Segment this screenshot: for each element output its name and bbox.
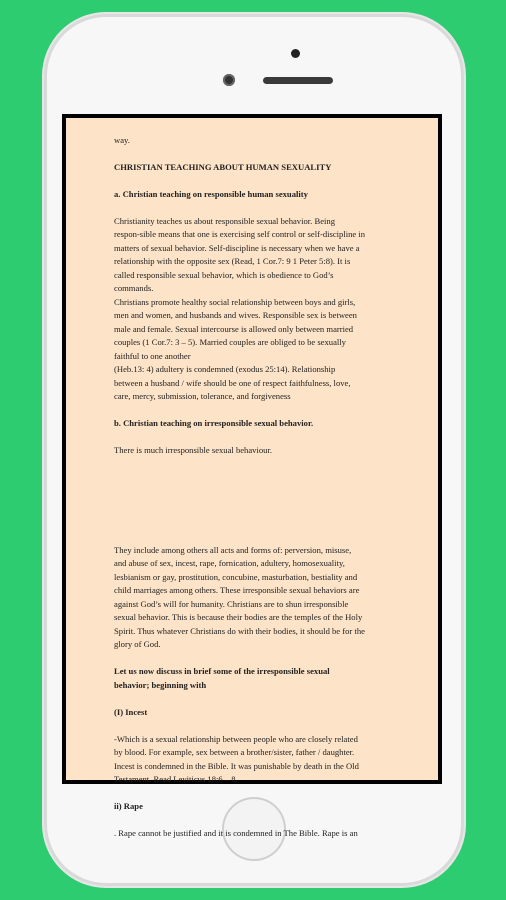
- subsection-b-intro: There is much irresponsible sexual behaviour.: [114, 445, 272, 455]
- subsection-b-title: b. Christian teaching on irresponsible sexual behavior.: [114, 418, 314, 428]
- top-line: way.: [114, 134, 130, 145]
- section-title: CHRISTIAN TEACHING ABOUT HUMAN SEXUALITY: [114, 161, 332, 172]
- front-camera-icon: [223, 74, 235, 86]
- document-page[interactable]: [66, 118, 438, 838]
- camera-icon: [291, 49, 300, 58]
- rape-heading: ii) Rape: [114, 801, 143, 811]
- incest-heading: (I) Incest: [114, 706, 148, 717]
- subsection-a-body: Christianity teaches us about responsible sexual behavior. Being respon-sible means that one is exercising self control or self-discipline in matters of sexual behavior. Self-discipline is necessary when we have a relationship with the opposite sex (Read, 1 Cor.7: 9 1 Peter 5:8). It is called responsible sexual behavior, which is obedience to God’s commands. Christians promote healthy social relationship between boys and girls, men and women, and husbands and wives. Responsible sex is between male and female. Sexual intercourse is allowed only between married couples (1 Cor.7: 3 – 5). Married couples are obliged to be sexually faithful to one another (Heb.13: 4) adultery is condemned (exodus 25:14). Relationship between a husband / wife should be one of respect faithfulness, love, care, mercy, submission, tolerance, and forgiveness: [114, 215, 366, 401]
- rape-body: . Rape cannot be justified and it is condemned in The Bible. Rape is an: [114, 828, 358, 838]
- speaker-grille: [263, 77, 333, 84]
- document-text-bottom: [114, 530, 398, 854]
- phone-screen: [62, 114, 442, 838]
- incest-body: -Which is a sexual relationship between people who are closely related by blood. For example, sex between a brother/sister, father / daughter. Incest is condemned in the Bible. It was punishable by death in the Old Testament. Read Leviticus 18:6 – 8.: [114, 733, 359, 784]
- subsection-a-title: a. Christian teaching on responsible human sexuality: [114, 188, 308, 199]
- document-text-top: [114, 120, 398, 471]
- subsection-b-body: They include among others all acts and forms of: perversion, misuse, and abuse of sex, incest, rape, fornication, adultery, homosexuality, lesbianism or gay, prostitution, concubine, masturbation, bestiality and child marriages among others. These irresponsible sexual behaviors are against God’s will for humanity. Christians are to shun irresponsible sexual behavior. This is because their bodies are the temples of the Holy Spirit. Thus whatever Christians do with their bodies, it should be for the glory of God.: [114, 544, 365, 649]
- discuss-heading: Let us now discuss in brief some of the irresponsible sexual behavior; beginning with: [114, 666, 330, 690]
